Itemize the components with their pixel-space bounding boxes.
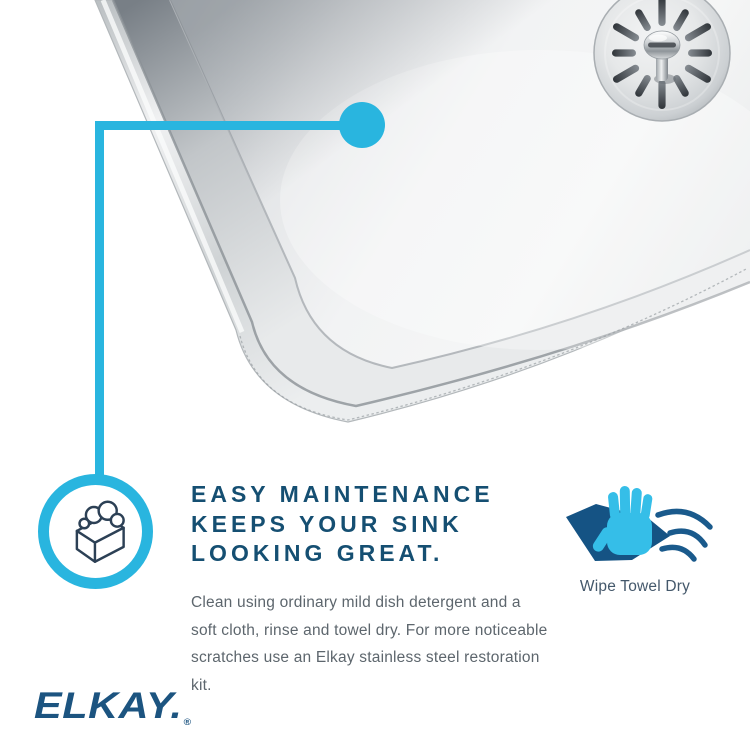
maintenance-icon-ring (38, 474, 153, 589)
body-line-3: scratches use an Elkay stainless steel restoration kit. (191, 649, 540, 694)
callout-dot (339, 102, 385, 148)
callout-line-horizontal (95, 121, 343, 130)
callout-line-vertical (95, 121, 104, 477)
logo-wordmark: ELKAY. (34, 685, 183, 726)
body-copy (191, 589, 551, 699)
headline-line-3: LOOKING GREAT. (191, 540, 444, 566)
headline-line-2: KEEPS YOUR SINK (191, 510, 463, 537)
soap-suds-icon (62, 498, 130, 566)
registered-mark: ® (183, 717, 192, 727)
headline-line-1: EASY MAINTENANCE (191, 481, 494, 507)
headline (191, 480, 521, 569)
body-line-2: soft cloth, rinse and towel dry. For more noticeable (191, 621, 548, 639)
elkay-logo (34, 685, 190, 727)
wipe-towel-dry-icon (550, 475, 720, 575)
feature-label: Wipe Towel Dry (579, 578, 691, 595)
body-line-1: Clean using ordinary mild dish detergent and a (191, 594, 521, 611)
